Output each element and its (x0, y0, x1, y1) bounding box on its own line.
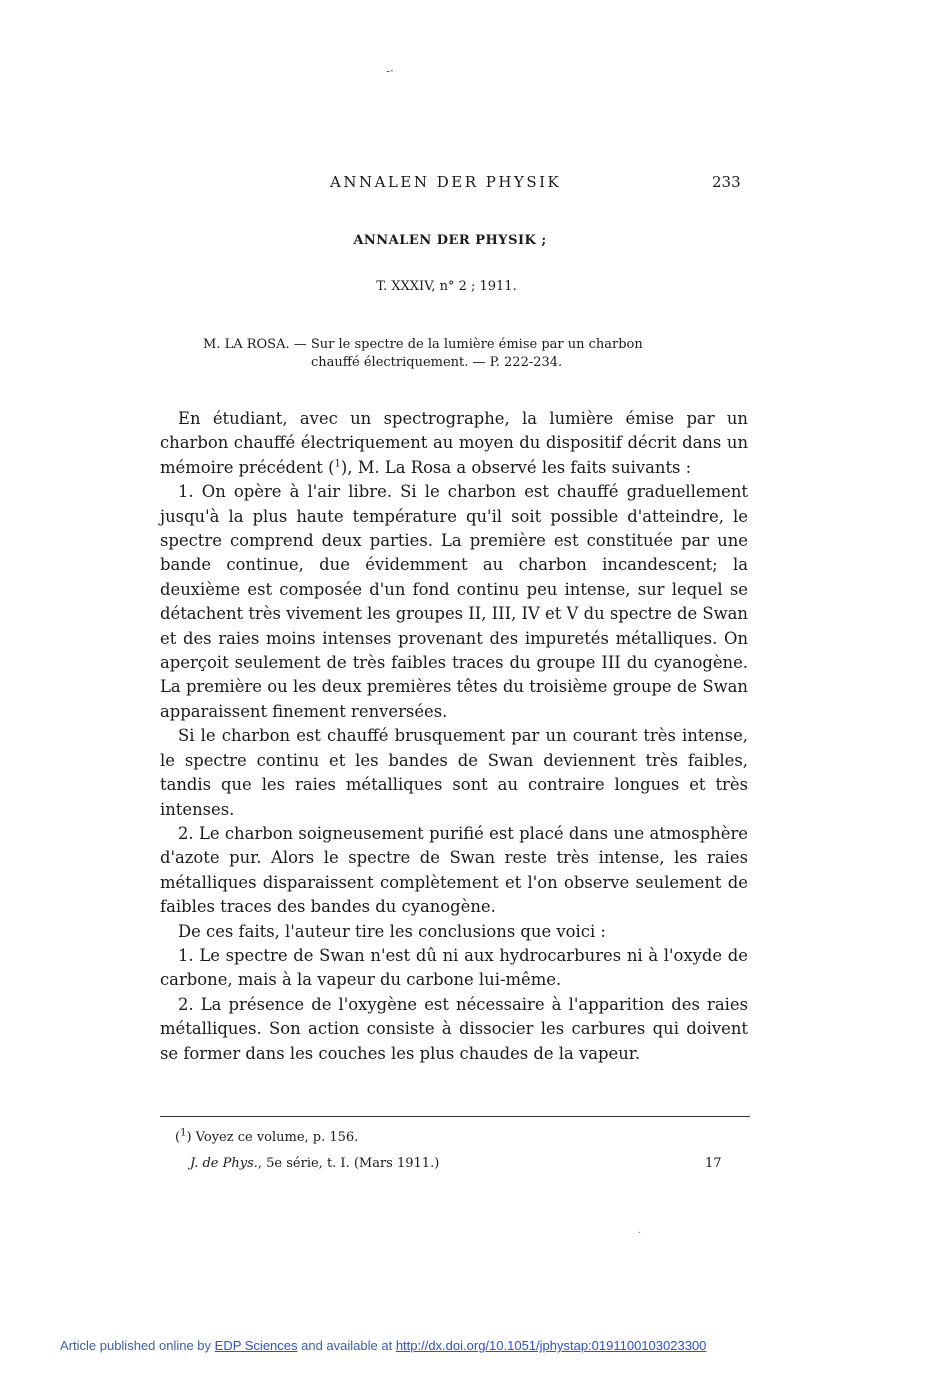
paragraph-conclusion-1: 1. Le spectre de Swan n'est dû ni aux hydrocarbures ni à l'oxyde de carbone, mais à la vapeur du carbone lui-même. (160, 945, 748, 990)
journal-reference (190, 1156, 439, 1171)
journal-abbrev: J. de Phys. (190, 1156, 258, 1171)
volume-info: T. XXXIV, n° 2 ; 1911. (376, 279, 517, 294)
small-mark: · (638, 1228, 642, 1239)
article-reference-line1: M. LA ROSA. — Sur le spectre de la lumière émise par un charbon (203, 337, 643, 352)
article-body (160, 407, 748, 1066)
edp-sciences-link[interactable]: EDP Sciences (214, 1338, 298, 1353)
paragraph-intro (160, 407, 748, 480)
footnote-text: Voyez ce volume, p. 156. (195, 1130, 359, 1145)
footnote: ($^1$) Voyez ce volume, p. 156. (175, 1127, 359, 1145)
banner-middle: and available at (297, 1338, 396, 1353)
running-head: ANNALEN DER PHYSIK (330, 173, 562, 191)
doi-link[interactable]: http://dx.doi.org/10.1051/jphystap:0191100103023300 (395, 1338, 707, 1353)
article-reference-line2: chauffé électriquement. — P. 222-234. (311, 355, 563, 370)
paragraph-intro-text-a: En étudiant, avec un spectrographe, la lumière émise par un charbon chauffé électriquement au moyen du dispositif décrit dans un mémoire précédent ( (160, 409, 748, 477)
paragraph-observation-2: 2. Le charbon soigneusement purifié est placé dans une atmosphère d'azote pur. Alors le spectre de Swan reste très intense, les raies métalliques disparaissent complètement et l'on observe seulement de faibles traces des bandes du cyanogène. (160, 823, 748, 917)
journal-reference-rest: , 5e série, t. I. (Mars 1911.) (257, 1156, 440, 1171)
paragraph-intro-text-b: ), M. La Rosa a observé les faits suivants : (340, 457, 692, 477)
publication-banner (0, 1338, 930, 1353)
page-number: 233 (712, 173, 741, 191)
banner-prefix: Article published online by (60, 1338, 215, 1353)
footnote-rule (160, 1116, 750, 1117)
signature-number: 17 (705, 1156, 722, 1171)
footnote-marker: 1 (334, 458, 341, 470)
journal-title: ANNALEN DER PHYSIK ; (353, 233, 547, 248)
paragraph-conclusions-intro: De ces faits, l'auteur tire les conclusions que voici : (178, 921, 606, 941)
paragraph-observation-1b: Si le charbon est chauffé brusquement par un courant très intense, le spectre continu et les bandes de Swan deviennent très faibles, tandis que les raies métalliques sont au contraire longues et très intenses. (160, 726, 748, 819)
footnote-number: 1 (180, 1127, 187, 1139)
article-reference (203, 336, 703, 372)
paragraph-conclusion-2: 2. La présence de l'oxygène est nécessaire à l'apparition des raies métalliques. Son action consiste à dissocier les carbures qui doivent se former dans les couches les plus chaudes de la vapeur. (160, 994, 748, 1063)
paragraph-observation-1: 1. On opère à l'air libre. Si le charbon est chauffé graduellement jusqu'à la plus haute température qu'il soit possible d'atteindre, le spectre comprend deux parties. La première est constituée par une bande continue, due évidemment au charbon incandescent; la deuxième est composée d'un fond continu peu intense, sur lequel se détachent très vivement les groupes II, III, IV et V du spectre de Swan et des raies moins intenses provenant des impuretés métalliques. On aperçoit seulement de très faibles traces du groupe III du cyanogène. La première ou les deux premières têtes du troisième groupe de Swan apparaissent finement renversées. (160, 482, 748, 721)
stray-mark: -· (386, 64, 394, 78)
